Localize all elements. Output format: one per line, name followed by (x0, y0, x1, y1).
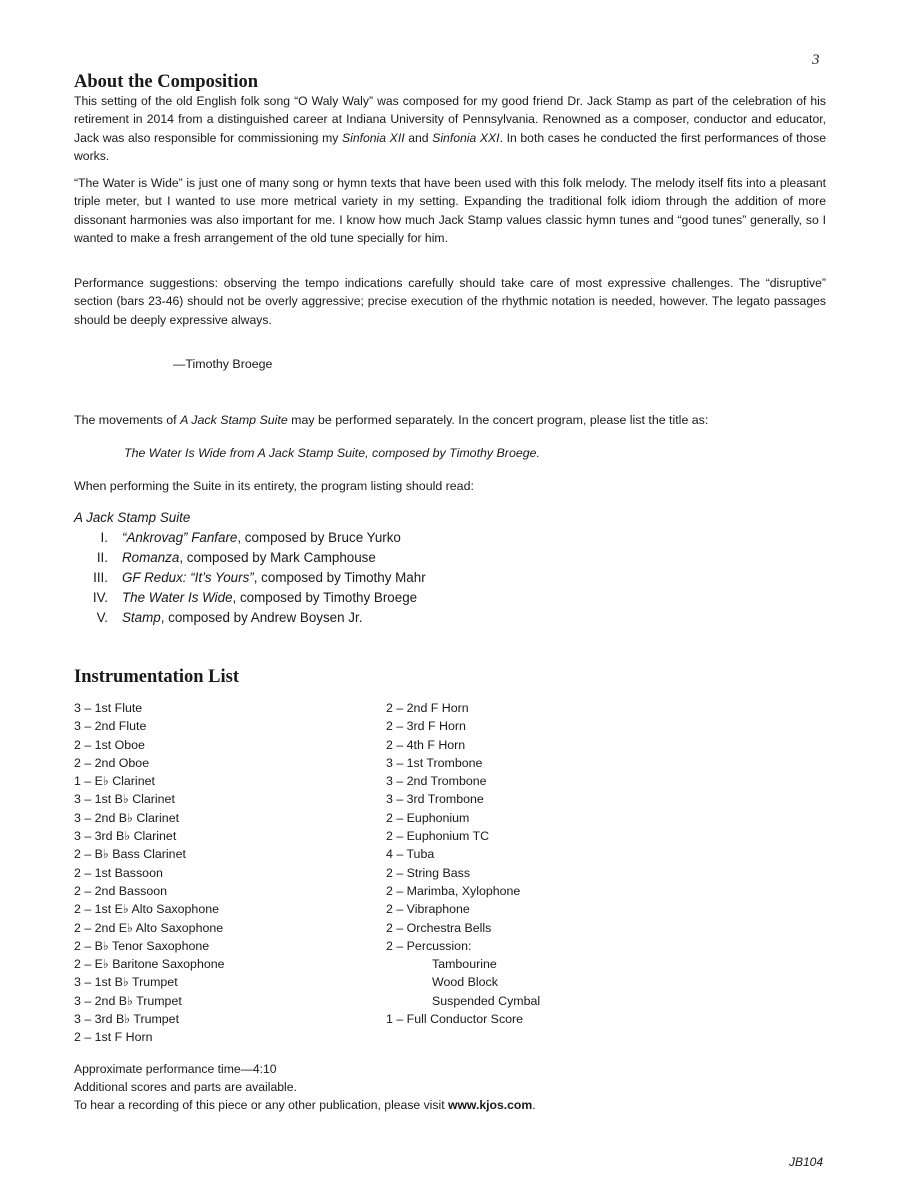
movement-item (74, 588, 426, 608)
suite-title: A Jack Stamp Suite (74, 510, 191, 525)
percussion-sub-item: Tambourine (432, 957, 497, 972)
instrument-item: 4 – Tuba (386, 847, 435, 862)
instrument-item: 2 – 4th F Horn (386, 737, 466, 752)
text-run: . In both cases he conducted the first performances of those works. (74, 130, 826, 164)
instrument-item: 3 – 2nd Flute (74, 719, 147, 734)
text-run: Sinfonia XXI (432, 130, 500, 145)
about-paragraph-3: Performance suggestions: observing the tempo indications carefully should take care of most expressive challenges. The “disruptive” section (bars 23-46) should not be overly aggressive; precise execution of the rhythmic notation is needed, however. The legato passages should be deeply expressive always. (74, 276, 826, 327)
instrument-item: 2 – 1st E♭ Alto Saxophone (74, 902, 219, 917)
parts-available: Additional scores and parts are available. (74, 1080, 297, 1094)
movement-title: Stamp (122, 610, 161, 625)
instrument-item: 2 – Euphonium TC (386, 829, 490, 844)
instrumentation-right-column (386, 699, 540, 1028)
text-run: and (404, 130, 433, 145)
about-paragraph-1 (74, 92, 826, 166)
instrument-item: 3 – 1st B♭ Trumpet (74, 975, 178, 990)
instrument-item: 2 – Vibraphone (386, 902, 470, 917)
instrumentation-left-column (74, 699, 225, 1047)
movement-item (74, 528, 426, 548)
instrument-item: 1 – Full Conductor Score (386, 1012, 524, 1027)
text-run: Sinfonia XII (342, 130, 405, 145)
about-title: About the Composition (74, 72, 258, 92)
instrument-item: 2 – Orchestra Bells (386, 920, 492, 935)
instrument-item: 2 – String Bass (386, 865, 471, 880)
movement-composer: , composed by Timothy Broege (232, 590, 418, 605)
movement-title: The Water Is Wide (122, 590, 233, 605)
movement-composer: , composed by Mark Camphouse (179, 550, 376, 565)
instrument-item: 2 – E♭ Baritone Saxophone (74, 957, 225, 972)
recording-prefix: To hear a recording of this piece or any other publication, please visit (74, 1098, 448, 1112)
movement-composer: , composed by Andrew Boysen Jr. (160, 610, 363, 625)
instrument-item: 2 – 1st F Horn (74, 1030, 153, 1045)
movement-numeral: II. (96, 550, 108, 565)
movement-numeral: V. (96, 610, 108, 625)
signature: —Timothy Broege (173, 357, 273, 371)
movement-composer: , composed by Bruce Yurko (237, 530, 401, 545)
movements-note (74, 411, 708, 429)
text-run: may be performed separately. In the concert program, please list the title as: (287, 413, 709, 427)
instrument-item: 3 – 1st Trombone (386, 755, 483, 770)
instrument-item: 2 – 3rd F Horn (386, 719, 466, 734)
instrument-item: 2 – Percussion: (386, 938, 472, 953)
instrument-item: 2 – B♭ Tenor Saxophone (74, 938, 210, 953)
instrument-item: 3 – 2nd B♭ Clarinet (74, 810, 180, 825)
performance-time: Approximate performance time—4:10 (74, 1062, 277, 1076)
kjos-link[interactable]: www.kjos.com (447, 1098, 533, 1112)
movement-title: Romanza (122, 550, 180, 565)
instrument-item: 3 – 3rd B♭ Clarinet (74, 829, 177, 844)
instrument-item: 2 – Euphonium (386, 810, 470, 825)
instrument-item: 1 – E♭ Clarinet (74, 774, 155, 789)
recording-note (74, 1096, 536, 1114)
movement-numeral: IV. (92, 590, 108, 605)
movement-numeral: III. (93, 570, 108, 585)
instrument-item: 2 – 2nd Bassoon (74, 883, 168, 898)
instrumentation-title: Instrumentation List (74, 667, 239, 687)
movement-list (74, 528, 426, 628)
text-run: A Jack Stamp Suite (180, 413, 288, 427)
instrument-item: 2 – 2nd E♭ Alto Saxophone (74, 920, 224, 935)
instrument-item: 3 – 3rd Trombone (386, 792, 484, 807)
movement-item (74, 568, 426, 588)
movement-numeral: I. (100, 530, 108, 545)
instrument-item: 2 – 2nd F Horn (386, 701, 469, 715)
movement-title: GF Redux: “It’s Yours” (122, 570, 254, 585)
footer-notes (74, 1060, 536, 1114)
example-program-title: The Water Is Wide from A Jack Stamp Suite, composed by Timothy Broege. (124, 446, 540, 460)
about-paragraph-2: “The Water is Wide” is just one of many song or hymn texts that have been used with this folk melody. The melody itself fits into a pleasant triple meter, but I wanted to use more metrical variety in my setting. Expanding the traditional folk idiom through the addition of more dissonant harmonies was also important for me. I know how much Jack Stamp values classic hymn tunes and “good tunes” generally, so I wanted to make a fresh arrangement of the old tune specially for him. (74, 176, 826, 246)
text-run: This setting of the old English folk song “O Waly Waly” was composed for my good friend Dr. Jack Stamp as part of the celebration of his retirement in 2014 from a distinguished career at Indiana University of Pennsylvania. Renowned as a composer, conductor and educator, Jack was also responsible for commissioning my (74, 94, 826, 145)
movement-item (74, 608, 426, 628)
text-run: The movements of (74, 413, 181, 427)
instrument-item: 2 – Marimba, Xylophone (386, 883, 521, 898)
instrument-item: 2 – 1st Oboe (74, 737, 145, 752)
percussion-sub-item: Suspended Cymbal (432, 993, 541, 1008)
page-number: 3 (812, 52, 820, 68)
movement-title: “Ankrovag” Fanfare (122, 530, 238, 545)
catalog-number: JB104 (789, 1155, 824, 1169)
instrument-item: 3 – 2nd B♭ Trumpet (74, 993, 182, 1008)
instrument-item: 3 – 3rd B♭ Trumpet (74, 1012, 180, 1027)
instrument-item: 2 – B♭ Bass Clarinet (74, 847, 186, 862)
movement-item (74, 548, 426, 568)
suite-note: When performing the Suite in its entirety, the program listing should read: (74, 479, 474, 493)
recording-suffix: . (532, 1098, 536, 1112)
instrument-item: 2 – 2nd Oboe (74, 755, 150, 770)
instrument-item: 2 – 1st Bassoon (74, 865, 163, 880)
movement-composer: , composed by Timothy Mahr (253, 570, 426, 585)
instrument-item: 3 – 1st B♭ Clarinet (74, 792, 175, 807)
instrument-item: 3 – 1st Flute (74, 701, 143, 715)
instrument-item: 3 – 2nd Trombone (386, 774, 487, 789)
percussion-sub-item: Wood Block (432, 975, 498, 990)
